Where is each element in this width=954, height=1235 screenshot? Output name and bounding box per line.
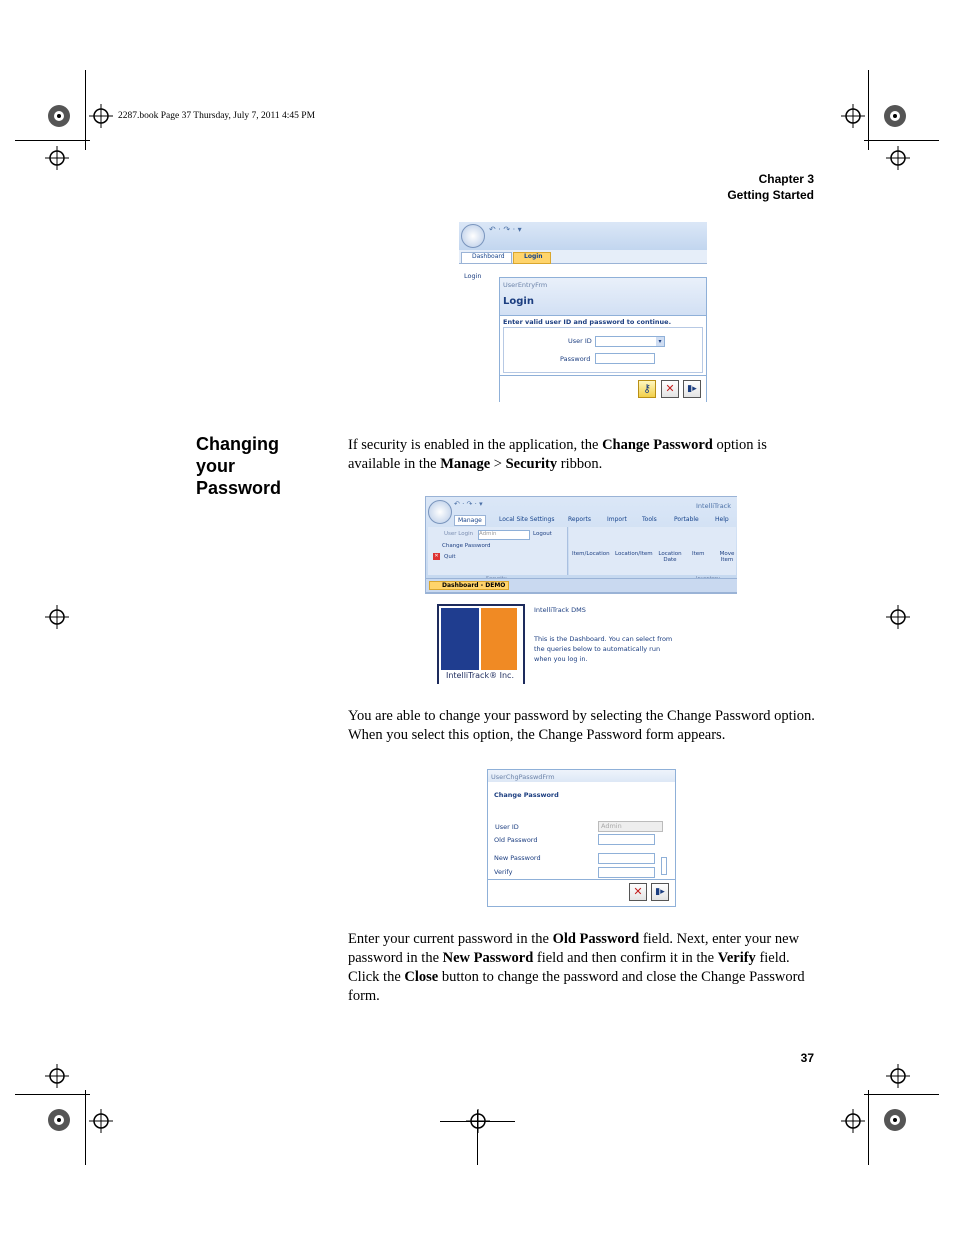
tab-local-site-settings[interactable]: Local Site Settings	[499, 516, 555, 523]
cancel-button[interactable]	[629, 883, 647, 901]
crosshair-icon	[89, 1109, 113, 1133]
text-run: button to change the password and close the Change Password form.	[348, 969, 805, 1004]
text-run: >	[490, 456, 506, 472]
tab-help[interactable]: Help	[715, 516, 729, 523]
bold-term: Manage	[440, 456, 491, 472]
login-screenshot	[459, 222, 707, 402]
text-run: ribbon.	[557, 456, 603, 472]
verify-input[interactable]	[598, 867, 655, 878]
dms-text-line: This is the Dashboard. You can select from	[534, 635, 673, 643]
login-key-button[interactable]	[638, 380, 656, 398]
new-password-label: New Password	[494, 854, 541, 862]
bold-term: Verify	[717, 950, 756, 966]
user-login-select[interactable]: Admin	[478, 530, 530, 540]
tab-tools[interactable]: Tools	[642, 516, 657, 523]
tab-login-label: Login	[524, 253, 543, 260]
app-title: IntelliTrack	[696, 502, 732, 510]
tab-bar	[459, 250, 707, 264]
paragraph-change-password: You are able to change your password by selecting the Change Password option. When you select this option, the Change Password form appears.	[348, 708, 815, 743]
text-run: field. Click the	[348, 950, 790, 985]
inv-item[interactable]: Item	[692, 551, 705, 557]
form-caption: UserEntryFrm	[503, 281, 548, 289]
tab-dashboard-label: Dashboard	[472, 253, 505, 260]
user-id-select[interactable]	[598, 821, 663, 832]
text-run: field and then confirm it in the	[533, 950, 718, 966]
exit-icon: ▮▸	[655, 887, 665, 897]
text-run: field. Next, enter your new password in the	[348, 931, 800, 966]
user-id-select[interactable]	[595, 336, 665, 347]
bold-term: Old Password	[552, 931, 640, 947]
crosshair-icon	[45, 605, 69, 629]
paragraph-security	[348, 436, 818, 474]
heading-line: your	[196, 456, 236, 476]
login-form	[499, 277, 707, 402]
user-id-label: User ID	[495, 823, 519, 831]
crosshair-icon	[466, 1109, 490, 1133]
new-password-input[interactable]	[598, 853, 655, 864]
old-password-input[interactable]	[598, 834, 655, 845]
chapter-title: Getting Started	[727, 188, 814, 202]
user-login-label: User Login	[444, 531, 474, 537]
dms-title: IntelliTrack DMS	[534, 606, 586, 614]
form-caption: UserChgPasswdFrm	[491, 773, 555, 781]
tab-login[interactable]	[513, 252, 551, 264]
password-input[interactable]	[595, 353, 655, 364]
divider	[500, 375, 706, 376]
undo-redo-icon[interactable]: ↶ · ↷ · ▾	[489, 225, 522, 234]
crosshair-icon	[841, 1109, 865, 1133]
chevron-down-icon[interactable]: ▾	[656, 337, 664, 346]
exit-button[interactable]	[683, 380, 701, 398]
tab-reports[interactable]: Reports	[568, 516, 592, 523]
scrollbar[interactable]	[661, 857, 667, 875]
user-id-value: Admin	[601, 822, 622, 830]
crosshair-icon	[89, 104, 113, 128]
inv-item-location[interactable]: Item/Location	[572, 551, 610, 557]
crosshair-icon	[886, 1064, 910, 1088]
crosshair-icon	[45, 1064, 69, 1088]
heading-line: Changing	[196, 434, 279, 454]
running-head: 2287.book Page 37 Thursday, July 7, 2011 4:45 PM	[118, 111, 316, 121]
exit-button[interactable]	[651, 883, 669, 901]
exit-icon: ▮▸	[687, 384, 697, 394]
bold-term: Security	[505, 456, 558, 472]
bold-term: Close	[404, 969, 439, 985]
divider	[488, 879, 675, 880]
undo-redo-icon[interactable]: ↶ · ↷ · ▾	[454, 500, 483, 508]
form-caption-bar	[488, 770, 675, 782]
form-title: Login	[503, 296, 534, 307]
quit-button[interactable]: Quit	[444, 554, 456, 560]
logout-button[interactable]: Logout	[533, 531, 552, 537]
ribbon-screenshot	[425, 496, 737, 684]
section-heading	[196, 433, 281, 499]
heading-line: Password	[196, 478, 282, 498]
user-id-label: User ID	[568, 337, 592, 345]
bold-term: Change Password	[602, 437, 713, 453]
inventory-group	[569, 527, 736, 575]
close-icon: ✕	[665, 382, 675, 395]
change-password-screenshot	[487, 769, 676, 907]
close-icon: ✕	[633, 885, 643, 898]
tab-import[interactable]: Import	[607, 516, 627, 523]
registration-target-icon	[883, 1108, 907, 1132]
dms-text-line: the queries below to automatically run	[534, 645, 661, 653]
change-password-button[interactable]: Change Password	[442, 543, 491, 549]
inv-move-item[interactable]: Move Item	[719, 551, 735, 563]
text-run: option is available in the	[348, 437, 767, 472]
quit-icon: ✕	[434, 553, 439, 559]
form-title: Change Password	[494, 791, 559, 799]
side-login-label: Login	[464, 272, 482, 280]
chapter-label: Chapter 3	[758, 172, 814, 186]
text-run: If security is enabled in the application, the	[348, 437, 603, 453]
logo-i-block	[441, 608, 479, 670]
registration-target-icon	[47, 104, 71, 128]
tab-portable[interactable]: Portable	[674, 516, 699, 523]
crosshair-icon	[886, 605, 910, 629]
verify-label: Verify	[494, 868, 513, 876]
security-group	[428, 527, 568, 575]
tab-dashboard[interactable]	[461, 252, 512, 264]
crosshair-icon	[841, 104, 865, 128]
login-form-header	[500, 278, 706, 316]
key-icon: ⚷	[642, 382, 652, 395]
paragraph-instructions	[348, 930, 818, 1006]
text-run: Enter your current password in the	[348, 931, 553, 947]
quick-access-bar	[459, 222, 707, 250]
old-password-label: Old Password	[494, 836, 538, 844]
document-tab-bar	[425, 578, 737, 593]
office-button-icon[interactable]	[428, 500, 452, 524]
cancel-button[interactable]	[661, 380, 679, 398]
office-button-icon[interactable]	[461, 224, 485, 248]
inv-location-item[interactable]: Location/Item	[615, 551, 653, 557]
page-number: 37	[800, 1051, 814, 1065]
instruction-text: Enter valid user ID and password to continue.	[503, 318, 672, 326]
crosshair-icon	[886, 146, 910, 170]
tab-dashboard-demo[interactable]: Dashboard - DEMO	[429, 581, 509, 590]
registration-target-icon	[883, 104, 907, 128]
bold-term: New Password	[442, 950, 534, 966]
credentials-box	[503, 327, 703, 373]
tab-manage[interactable]: Manage	[454, 515, 486, 526]
password-label: Password	[560, 355, 591, 363]
logo-text: IntelliTrack® Inc.	[445, 671, 514, 680]
dms-text-line: when you log in.	[534, 655, 588, 663]
intellitrack-logo	[437, 604, 525, 684]
crosshair-icon	[45, 146, 69, 170]
registration-target-icon	[47, 1108, 71, 1132]
inv-location-date[interactable]: Location Date	[658, 551, 682, 563]
logo-t-block	[481, 608, 517, 670]
